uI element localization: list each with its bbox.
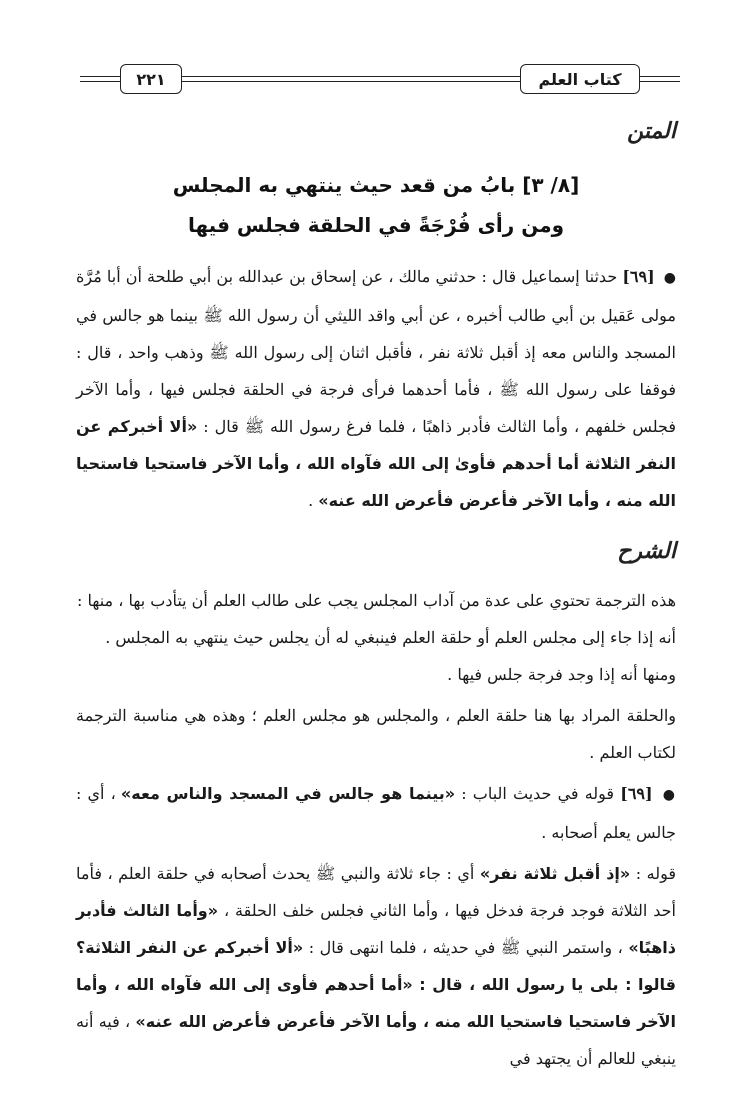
p6-text-b: أي : جاء ثلاثة والنبي ﷺ يحدث أصحابه في حلقة العلم ، فأما أحد الثلاثة فوجد فرجة فدخل فيها ، وأما الثاني فجلس خلف الحلقة ، bbox=[76, 864, 677, 920]
sharh-paragraph-3: ومنها أنه إذا وجد فرجة جلس فيها . bbox=[447, 665, 676, 684]
p6-text-c: ، واستمر النبي ﷺ في حديثه ، فلما انتهى قال : bbox=[303, 938, 629, 957]
page-number: ٢٢١ bbox=[120, 64, 182, 94]
chapter-title-line1: [٨/ ٣] بابُ من قعد حيث ينتهي به المجلس bbox=[172, 173, 580, 197]
sharh-paragraph-5 bbox=[76, 775, 676, 851]
p5-quote: «بينما هو جالس في المسجد والناس معه» bbox=[120, 784, 456, 803]
bullet-icon: ● bbox=[663, 270, 677, 286]
book-title: كتاب العلم bbox=[520, 64, 640, 94]
p6-quote-4: قالوا : بلى يا رسول الله ، قال : «أما أحدهم فأوى إلى الله فآواه الله ، وأما الآخر فاستحيا فاستحيا الله منه ، وأما الآخر فأعرض فأعرض الله عنه» bbox=[76, 975, 677, 1031]
sharh-paragraph-1: هذه الترجمة تحتوي على عدة من آداب المجلس يجب على طالب العلم أن يتأدب بها ، منها : bbox=[77, 591, 676, 610]
hadith-text: حدثنا إسماعيل قال : حدثني مالك ، عن إسحاق بن عبدالله بن أبي طلحة أن أبا مُرَّة مولى عَقيل بن أبي طالب أخبره ، عن أبي واقد الليثي أن رسول الله ﷺ بينما هو جالس في المسجد والناس معه إذ أقبل ثلاثة نفر ، فأقبل اثنان إلى رسول الله ﷺ وذهب واحد ، قال : فوقفا على رسول الله ﷺ ، فأما أحدهما فرأى فرجة في الحلقة فجلس فيها ، وأما الآخر فجلس خلفهم ، وأما الثالث فأدبر ذاهبًا ، فلما فرغ رسول الله ﷺ قال : bbox=[76, 267, 676, 436]
hadith-quote: «ألا أخبركم عن النفر الثلاثة أما أحدهم فأوىٰ إلى الله فآواه الله ، وأما الآخر فاستحيا فاستحيا الله منه ، وأما الآخر فأعرض فأعرض الله عنه» bbox=[76, 417, 676, 510]
sharh-label: الشرح bbox=[617, 538, 676, 564]
matn-text bbox=[76, 258, 676, 519]
page-header bbox=[80, 58, 680, 98]
p6-text-a: قوله : bbox=[630, 864, 676, 883]
p6-quote-3: «ألا أخبركم عن النفر الثلاثة؟ bbox=[76, 938, 304, 957]
sharh-hadith-number: [٦٩] bbox=[620, 784, 653, 803]
p6-text-d: ، فيه أنه ينبغي للعالم أن يجتهد في bbox=[76, 1012, 676, 1068]
p5-text-before: قوله في حديث الباب : bbox=[455, 784, 621, 803]
sharh-paragraph-4: والحلقة المراد بها هنا حلقة العلم ، والمجلس هو مجلس العلم ؛ وهذه هي مناسبة الترجمة لكتاب العلم . bbox=[76, 706, 676, 762]
sharh-text bbox=[76, 582, 676, 1077]
sharh-paragraph-2: أنه إذا جاء إلى مجلس العلم أو حلقة العلم فينبغي له أن يجلس حيث ينتهي به المجلس . bbox=[105, 628, 676, 647]
p5-text-after: ، أي : جالس يعلم أصحابه . bbox=[76, 784, 676, 842]
chapter-title-line2: ومن رأى فُرْجَةً في الحلقة فجلس فيها bbox=[187, 213, 565, 237]
sharh-paragraph-6 bbox=[76, 855, 676, 1077]
matn-label: المتن bbox=[627, 118, 676, 144]
hadith-end: . bbox=[308, 491, 319, 510]
hadith-number: [٦٩] bbox=[622, 267, 655, 286]
p6-quote-2: «وأما الثالث فأدبر ذاهبًا» bbox=[76, 901, 676, 957]
p6-quote-1: «إذ أقبل ثلاثة نفر» bbox=[479, 864, 631, 883]
hadith-paragraph bbox=[76, 258, 676, 519]
bullet-icon: ● bbox=[662, 787, 677, 803]
